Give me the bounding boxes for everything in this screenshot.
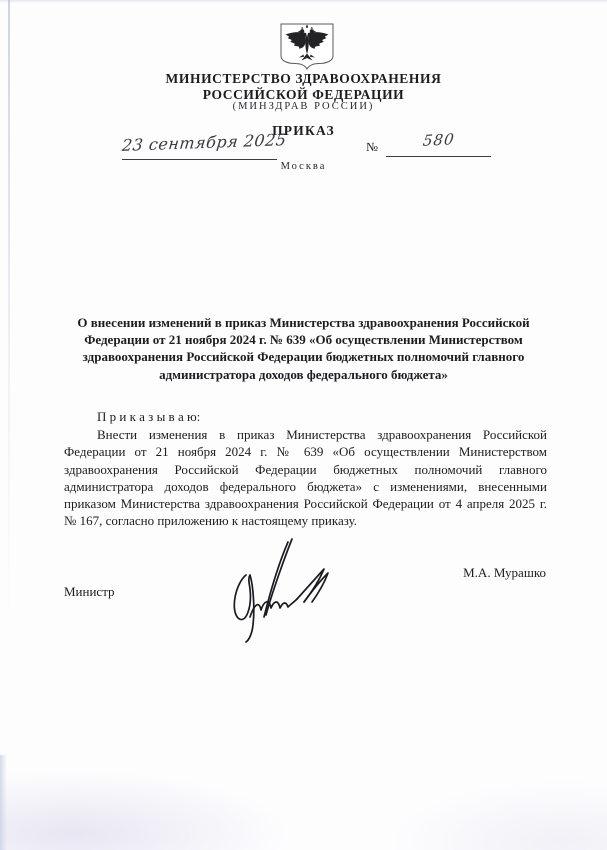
ministry-name-line2: РОССИЙСКОЙ ФЕДЕРАЦИИ xyxy=(202,87,405,102)
order-title-line3: здравоохранения Российской Федерации бюджетных полномочий главного xyxy=(82,349,525,365)
order-paragraph: Внести изменения в приказ Министерства здравоохранения Российской Федерации от 21 ноября 2024 г. № 639 «Об осуществлении Министерством здравоохранения Российской Федерации бюджетных полномочий главного администратора доходов федерального бюджета» с изменениями, внесенными приказом Министерства здравоохранения Российской Федерации от 4 апреля 2025 г. № 167, согласно приложению к настоящему приказу. xyxy=(64,427,547,529)
minister-name: М.А. Мурашко xyxy=(463,565,546,580)
handwritten-date: 23 сентября 2025 xyxy=(121,130,288,155)
scan-edge-top xyxy=(0,0,607,3)
scan-smudge-right xyxy=(387,780,607,850)
scan-smudge-left xyxy=(0,770,290,850)
number-label: № xyxy=(366,140,378,154)
order-title-line1: О внесении изменений в приказ Министерства здравоохранения Российской xyxy=(77,315,530,330)
order-title-line2: Федерации от 21 ноября 2024 г. № 639 «Об осуществлении Министерством xyxy=(84,332,523,348)
ministry-name-line1: МИНИСТЕРСТВО ЗДРАВООХРАНЕНИЯ xyxy=(165,71,442,86)
minister-title: Министр xyxy=(64,584,115,599)
handwritten-number: 580 xyxy=(421,130,456,150)
document-type-heading: ПРИКАЗ xyxy=(272,123,335,138)
coat-of-arms-icon xyxy=(277,23,337,71)
city-label: Москва xyxy=(280,161,327,172)
date-field xyxy=(121,130,288,160)
order-command: П р и к а з ы в а ю: xyxy=(97,409,201,424)
signature-icon xyxy=(224,535,348,647)
ministry-short-name: (МИНЗДРАВ РОССИИ) xyxy=(232,101,375,112)
number-field xyxy=(386,131,491,157)
order-title-line4: администратора доходов федерального бюджета» xyxy=(159,366,448,382)
order-title xyxy=(62,314,545,383)
